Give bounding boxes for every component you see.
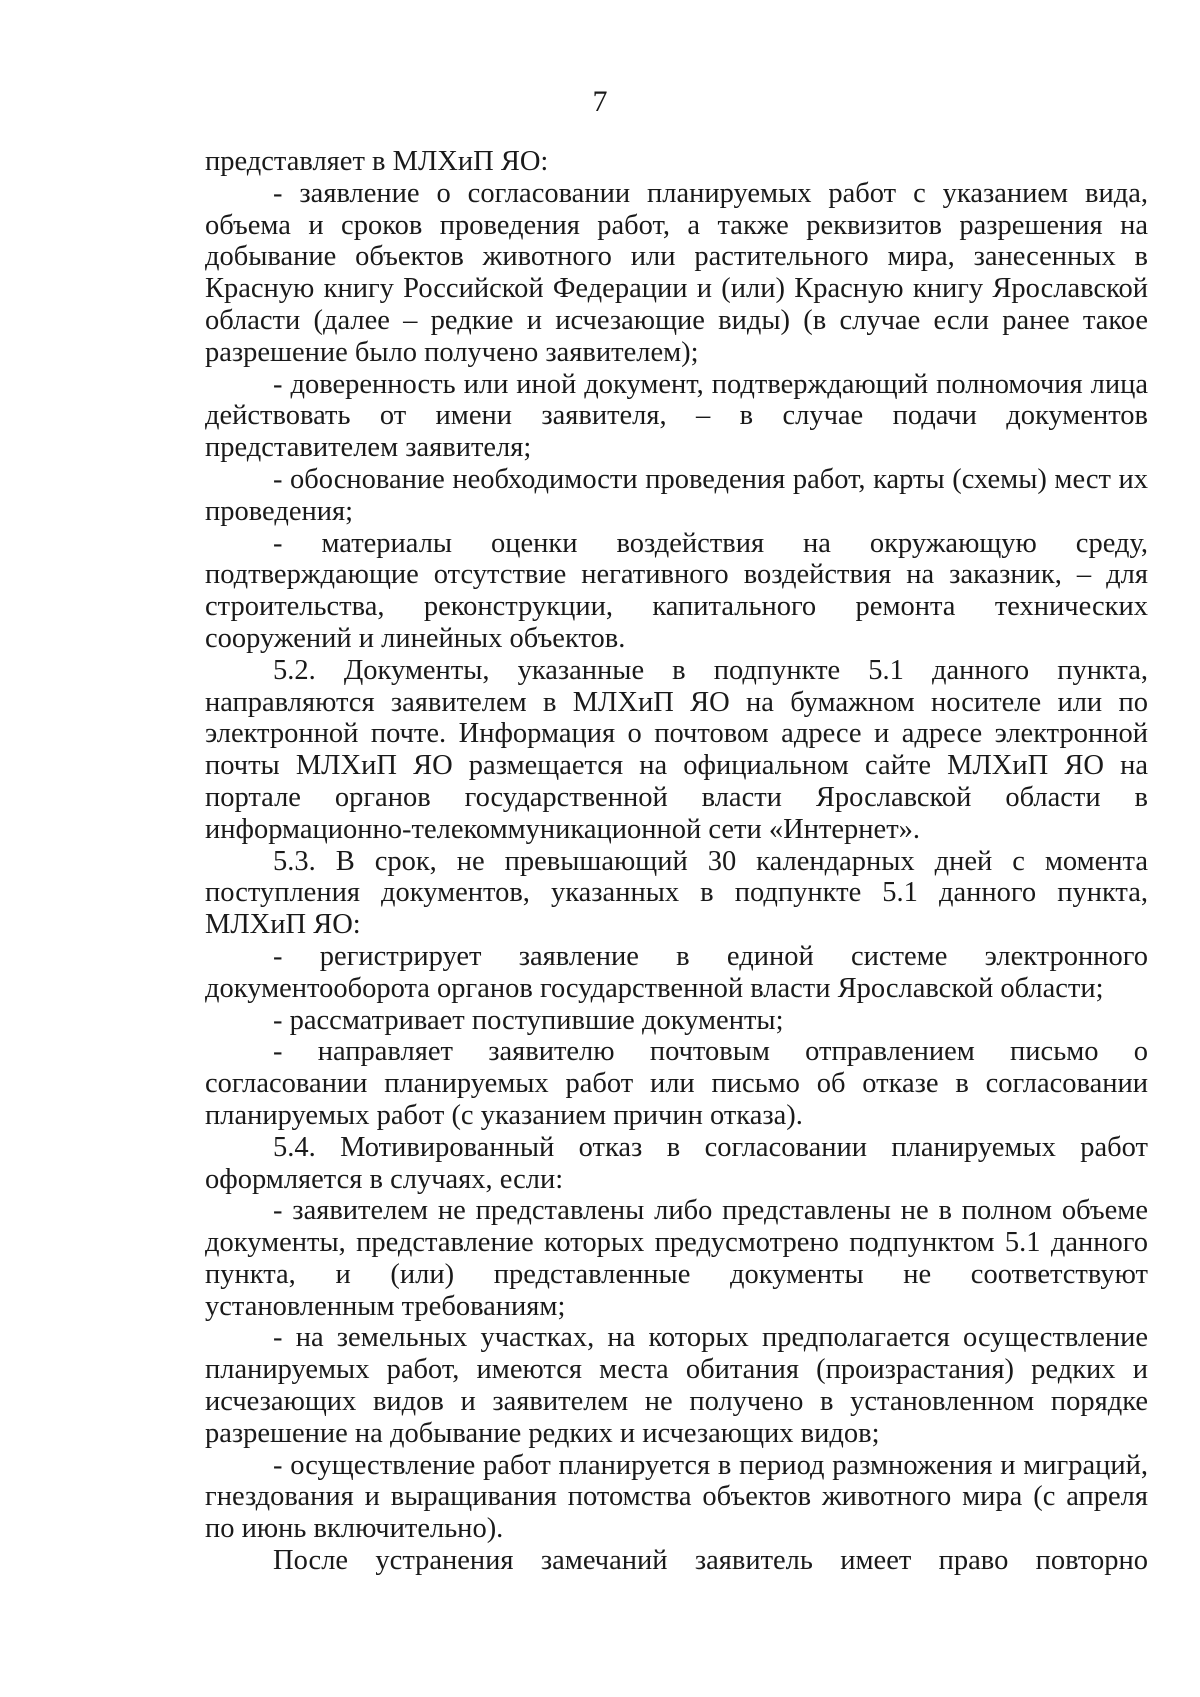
list-item-power-of-attorney: - доверенность или иной документ, подтверждающий полномочия лица действовать от имени заявителя, – в случае подачи документов представителем заявителя;: [205, 368, 1148, 464]
paragraph-resubmission: После устранения замечаний заявитель имеет право повторно: [273, 1545, 1148, 1577]
list-item-application: - заявление о согласовании планируемых работ с указанием вида, объема и сроков проведения работ, а также реквизитов разрешения на добывание объектов животного или растительного мира, занесенных в Красную книгу Российской Федерации и (или) Красную книгу Ярославской области (далее – редкие и исчезающие виды) (в случае если ранее такое разрешение было получено заявителем);: [205, 177, 1148, 368]
list-item-reviews: - рассматривает поступившие документы;: [273, 1004, 784, 1036]
paragraph-intro: представляет в МЛХиП ЯО:: [205, 146, 549, 177]
clause-5-4: 5.4. Мотивированный отказ в согласовании планируемых работ оформляется в случаях, если:: [205, 1131, 1148, 1195]
document-body: [205, 146, 1148, 1577]
list-item-habitats: - на земельных участках, на которых предполагается осуществление планируемых работ, имеются места обитания (произрастания) редких и исчезающих видов и заявителем не получено в установленном порядке разрешение на добывание редких и исчезающих видов;: [205, 1322, 1148, 1449]
list-item-sends-letter: - направляет заявителю почтовым отправлением письмо о согласовании планируемых работ или письмо об отказе в согласовании планируемых работ (с указанием причин отказа).: [205, 1036, 1148, 1131]
list-item-incomplete-documents: - заявителем не представлены либо представлены не в полном объеме документы, представление которых предусмотрено подпунктом 5.1 данного пункта, и (или) представленные документы не соответствуют установленным требованиям;: [205, 1195, 1148, 1322]
list-item-impact-assessment: - материалы оценки воздействия на окружающую среду, подтверждающие отсутствие негативного воздействия на заказник, – для строительства, реконструкции, капитального ремонта технических сооружений и линейных объектов.: [205, 527, 1148, 654]
list-item-justification: - обоснование необходимости проведения работ, карты (схемы) мест их проведения;: [205, 463, 1148, 527]
list-item-registers: - регистрирует заявление в единой системе электронного документооборота органов государственной власти Ярославской области;: [205, 940, 1148, 1004]
clause-5-3: 5.3. В срок, не превышающий 30 календарных дней с момента поступления документов, указанных в подпункте 5.1 данного пункта, МЛХиП ЯО:: [205, 845, 1148, 941]
clause-5-2: 5.2. Документы, указанные в подпункте 5.1 данного пункта, направляются заявителем в МЛХиП ЯО на бумажном носителе или по электронной почте. Информация о почтовом адресе и адресе электронной почты МЛХиП ЯО размещается на официальном сайте МЛХиП ЯО на портале органов государственной власти Ярославской области в информационно-телекоммуникационной сети «Интернет».: [205, 654, 1148, 845]
page-number: 7: [592, 85, 608, 118]
list-item-breeding-period: - осуществление работ планируется в период размножения и миграций, гнездования и выращивания потомства объектов животного мира (с апреля по июнь включительно).: [205, 1449, 1148, 1545]
